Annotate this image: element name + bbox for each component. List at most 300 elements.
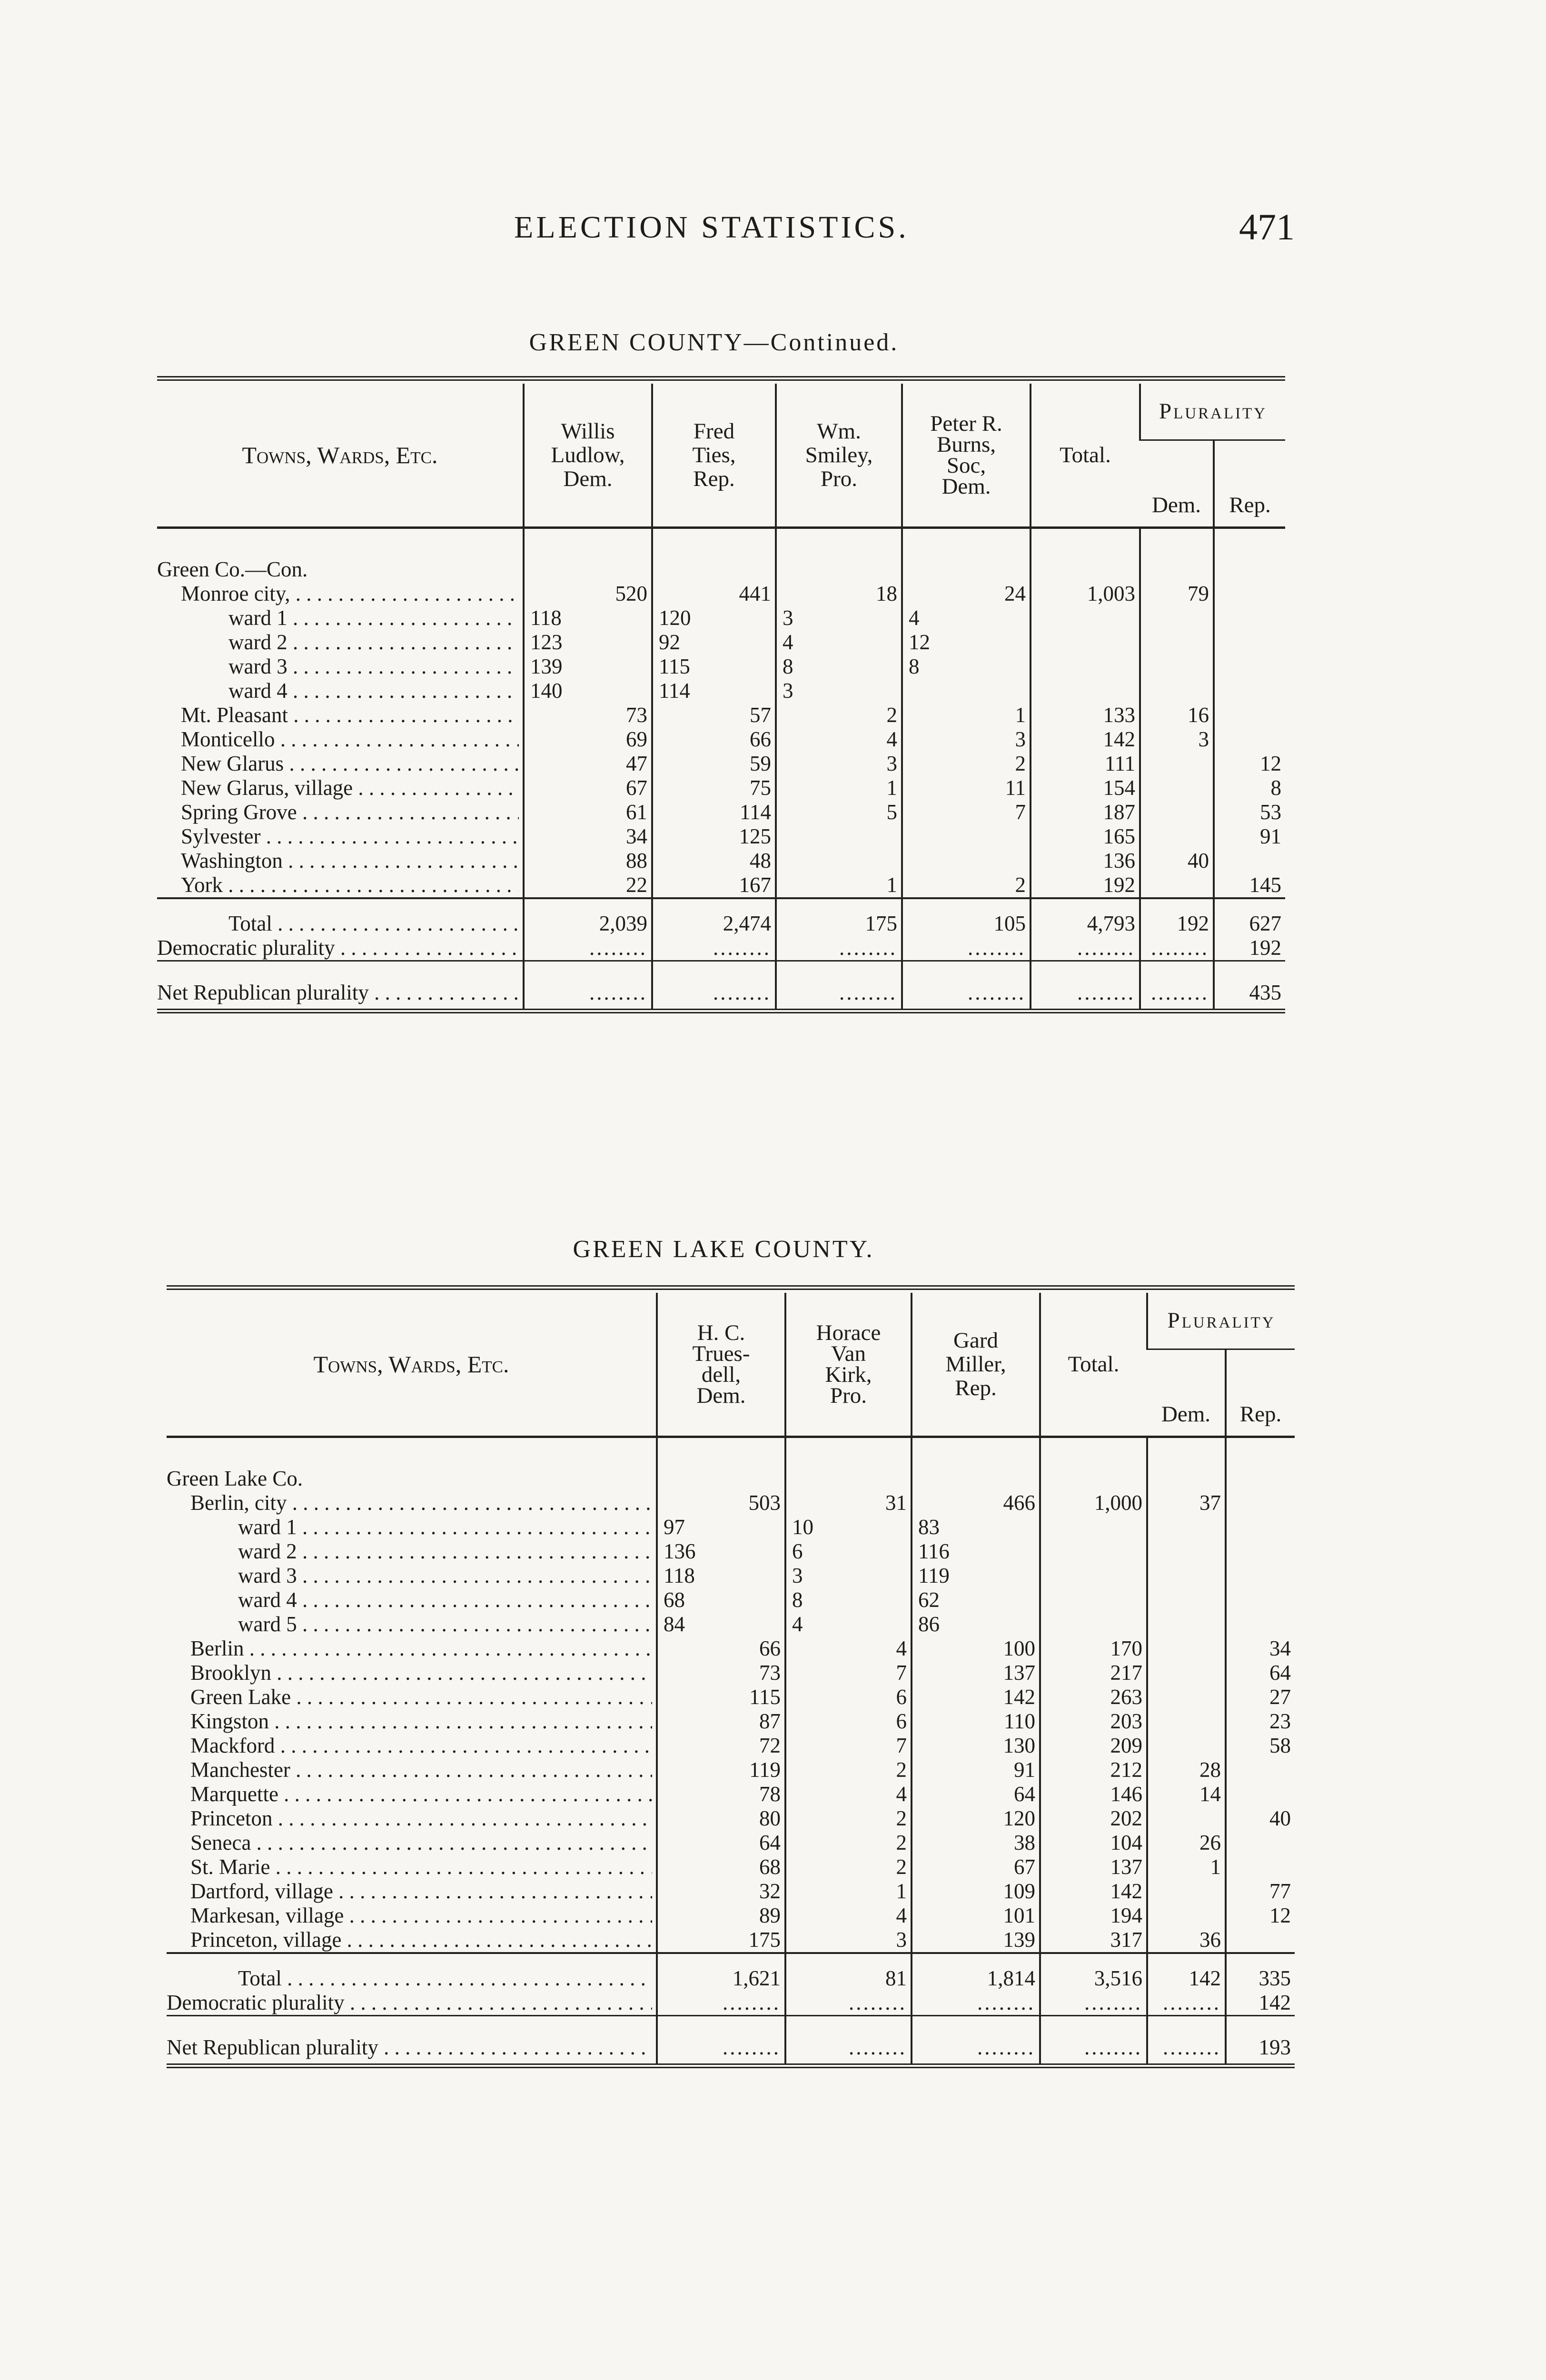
- cell-c1: 67: [524, 776, 652, 800]
- header-line: Horace: [816, 1320, 881, 1345]
- cell-c3: 5: [776, 800, 902, 824]
- total-rep: 627: [1214, 898, 1285, 936]
- header-line: Ludlow,: [551, 443, 625, 467]
- cell-c1: 119: [657, 1758, 785, 1782]
- net-plur-dem: [1140, 961, 1214, 1012]
- cell-total: 136: [1031, 849, 1140, 873]
- table-row: [167, 1928, 1295, 1953]
- row-label-text: Princeton: [190, 1806, 273, 1830]
- cell-dem: 14: [1147, 1782, 1226, 1806]
- net-plur-total: [1031, 961, 1140, 1012]
- cell-rep: 53: [1214, 800, 1285, 824]
- table-row: [167, 1491, 1295, 1515]
- dem-header: Dem.: [1161, 1402, 1211, 1427]
- table-row: [157, 727, 1285, 752]
- cell-rep: [1214, 582, 1285, 606]
- dem-plur-c1: [524, 936, 652, 961]
- net-plur-rep: 193: [1226, 2016, 1295, 2066]
- row-label-text: Monticello: [181, 727, 275, 751]
- header-line: Burns,: [936, 432, 996, 457]
- cell-c1: 89: [657, 1904, 785, 1928]
- row-label: [157, 849, 524, 873]
- cell-total: 203: [1040, 1709, 1147, 1734]
- cell-c3: 1: [776, 873, 902, 898]
- row-label-text: Green Lake Co.: [167, 1467, 303, 1490]
- total-rep: 335: [1226, 1953, 1295, 1991]
- cell-total: 192: [1031, 873, 1140, 898]
- dem-plur-c3: [776, 936, 902, 961]
- cell-c2: 7: [785, 1661, 912, 1685]
- row-label: [167, 1564, 657, 1588]
- total-row: [157, 898, 1285, 936]
- row-label-text: Total: [238, 1966, 282, 1990]
- row-label-text: Spring Grove: [181, 800, 297, 824]
- net-plur-c3: [776, 961, 902, 1012]
- row-label: [167, 1904, 657, 1928]
- total-total: 3,516: [1040, 1953, 1147, 1991]
- cell-dem: 40: [1140, 849, 1214, 873]
- net-plur-c4: [902, 961, 1031, 1012]
- header-line: Trues-: [692, 1341, 750, 1366]
- green-lake-county-table: [167, 1285, 1295, 2068]
- row-label: [157, 654, 524, 679]
- cell-total: [1040, 1564, 1147, 1588]
- cell-dem: [1140, 800, 1214, 824]
- cell-c1: 123: [524, 630, 652, 654]
- cell-rep: [1214, 630, 1285, 654]
- cell-c1: 66: [657, 1636, 785, 1661]
- miller-header: [912, 1293, 1040, 1436]
- cell-total: [1031, 557, 1140, 582]
- table-row: [157, 582, 1285, 606]
- dem-plur-rep: 142: [1226, 1991, 1295, 2016]
- header-line: dell,: [701, 1362, 741, 1387]
- row-label-text: Washington: [181, 849, 283, 873]
- cell-c1: 34: [524, 824, 652, 849]
- cell-c1: 47: [524, 752, 652, 776]
- row-label-text: Green Co.—Con.: [157, 557, 308, 581]
- row-label: [157, 679, 524, 703]
- table-row: [167, 1467, 1295, 1491]
- cell-total: 165: [1031, 824, 1140, 849]
- cell-c1: 118: [657, 1564, 785, 1588]
- cell-c3: 4: [776, 727, 902, 752]
- header-line: Peter R.: [930, 411, 1002, 436]
- cell-c1: [524, 557, 652, 582]
- cell-rep: [1226, 1782, 1295, 1806]
- row-label-text: Brooklyn: [190, 1661, 272, 1685]
- cell-c2: 115: [652, 654, 776, 679]
- cell-c1: 84: [657, 1612, 785, 1636]
- header-line: Ties,: [692, 443, 736, 467]
- page-header: [514, 206, 1295, 252]
- total-header: Total.: [1040, 1293, 1147, 1436]
- cell-dem: [1147, 1685, 1226, 1709]
- cell-dem: [1140, 630, 1214, 654]
- cell-c2: 167: [652, 873, 776, 898]
- green-lake-county-title: GREEN LAKE COUNTY.: [573, 1236, 874, 1263]
- spacer-cell: [1226, 1437, 1295, 1467]
- dem-plurality-row: [167, 1991, 1295, 2016]
- cell-rep: 64: [1226, 1661, 1295, 1685]
- burns-header: [902, 384, 1031, 526]
- table-row: [157, 800, 1285, 824]
- row-label-text: Monroe city,: [181, 582, 290, 605]
- cell-c2: 66: [652, 727, 776, 752]
- table-row: [167, 1539, 1295, 1564]
- row-label: [167, 1515, 657, 1539]
- cell-dem: [1140, 557, 1214, 582]
- cell-c2: 7: [785, 1734, 912, 1758]
- cell-total: [1040, 1612, 1147, 1636]
- cell-rep: [1226, 1467, 1295, 1491]
- cell-dem: [1147, 1636, 1226, 1661]
- net-plur-dem: [1147, 2016, 1226, 2066]
- table-row: [167, 1612, 1295, 1636]
- cell-dem: [1147, 1661, 1226, 1685]
- row-label-text: ward 2: [238, 1539, 297, 1563]
- table-row: [157, 703, 1285, 727]
- cell-c3: 67: [912, 1855, 1040, 1879]
- cell-c3: 3: [776, 606, 902, 630]
- cell-dem: [1147, 1879, 1226, 1904]
- cell-c4: 2: [902, 752, 1031, 776]
- cell-total: 194: [1040, 1904, 1147, 1928]
- cell-total: 212: [1040, 1758, 1147, 1782]
- net-plur-c1: [524, 961, 652, 1012]
- cell-dem: 1: [1147, 1855, 1226, 1879]
- row-label-text: ward 2: [228, 630, 287, 654]
- cell-rep: [1226, 1588, 1295, 1612]
- row-label: [167, 1539, 657, 1564]
- cell-c2: 8: [785, 1588, 912, 1612]
- cell-c3: 8: [776, 654, 902, 679]
- cell-c3: 130: [912, 1734, 1040, 1758]
- cell-c3: 86: [912, 1612, 1040, 1636]
- cell-c3: 110: [912, 1709, 1040, 1734]
- row-label-text: Manchester: [190, 1758, 290, 1782]
- total-c1: 1,621: [657, 1953, 785, 1991]
- row-label: [157, 800, 524, 824]
- cell-rep: [1226, 1855, 1295, 1879]
- cell-rep: [1214, 703, 1285, 727]
- cell-rep: [1226, 1831, 1295, 1855]
- cell-rep: [1214, 679, 1285, 703]
- row-label: [157, 703, 524, 727]
- cell-total: 217: [1040, 1661, 1147, 1685]
- cell-c3: 38: [912, 1831, 1040, 1855]
- green-county-title: GREEN COUNTY—Continued.: [529, 329, 899, 356]
- cell-total: 104: [1040, 1831, 1147, 1855]
- cell-rep: [1214, 654, 1285, 679]
- cell-total: 187: [1031, 800, 1140, 824]
- cell-rep: 91: [1214, 824, 1285, 849]
- row-label: [157, 582, 524, 606]
- cell-total: 137: [1040, 1855, 1147, 1879]
- cell-c2: 57: [652, 703, 776, 727]
- cell-dem: [1147, 1515, 1226, 1539]
- row-label-text: ward 1: [228, 606, 287, 630]
- row-label: [167, 1758, 657, 1782]
- cell-rep: [1226, 1758, 1295, 1782]
- cell-c1: 87: [657, 1709, 785, 1734]
- dem-plur-c4: [902, 936, 1031, 961]
- cell-total: 202: [1040, 1806, 1147, 1831]
- table-row: [167, 1782, 1295, 1806]
- cell-total: 317: [1040, 1928, 1147, 1953]
- table-row: [167, 1734, 1295, 1758]
- table-row: [167, 1855, 1295, 1879]
- cell-c2: 6: [785, 1539, 912, 1564]
- cell-c1: 503: [657, 1491, 785, 1515]
- header-line: Soc,: [946, 453, 986, 478]
- row-label-text: ward 5: [238, 1612, 297, 1636]
- net-plurality-row: [157, 961, 1285, 1012]
- header-line: Miller,: [945, 1352, 1006, 1377]
- cell-c2: 2: [785, 1831, 912, 1855]
- towns-header: Towns, Wards, Etc.: [313, 1351, 509, 1378]
- cell-dem: [1147, 1709, 1226, 1734]
- cell-c3: [776, 557, 902, 582]
- table-row: [167, 1636, 1295, 1661]
- cell-c4: [902, 679, 1031, 703]
- net-plur-c1: [657, 2016, 785, 2066]
- cell-c2: 92: [652, 630, 776, 654]
- cell-dem: 3: [1140, 727, 1214, 752]
- spacer-cell: [912, 1437, 1040, 1467]
- row-label: [167, 1806, 657, 1831]
- dem-header: Dem.: [1151, 493, 1201, 517]
- row-label-text: York: [181, 873, 223, 897]
- cell-dem: 37: [1147, 1491, 1226, 1515]
- cell-c2: [785, 1467, 912, 1491]
- row-label-text: New Glarus: [181, 752, 284, 775]
- cell-c1: 80: [657, 1806, 785, 1831]
- spacer-cell: [1040, 1437, 1147, 1467]
- cell-c3: 62: [912, 1588, 1040, 1612]
- dem-plur-total: [1031, 936, 1140, 961]
- cell-dem: [1140, 679, 1214, 703]
- cell-c3: 109: [912, 1879, 1040, 1904]
- cell-total: 170: [1040, 1636, 1147, 1661]
- cell-dem: 36: [1147, 1928, 1226, 1953]
- table-row: [157, 630, 1285, 654]
- net-plur-c2: [652, 961, 776, 1012]
- header-line: Dem.: [696, 1383, 746, 1408]
- cell-total: 142: [1040, 1879, 1147, 1904]
- row-label: [167, 1991, 657, 2016]
- total-c1: 2,039: [524, 898, 652, 936]
- cell-c4: 4: [902, 606, 1031, 630]
- cell-rep: [1214, 849, 1285, 873]
- spacer-cell: [776, 528, 902, 558]
- cell-total: 146: [1040, 1782, 1147, 1806]
- running-title: ELECTION STATISTICS.: [514, 210, 909, 245]
- plurality-header: Plurality: [1140, 384, 1285, 440]
- cell-total: 1,000: [1040, 1491, 1147, 1515]
- cell-c1: 88: [524, 849, 652, 873]
- cell-c3: 64: [912, 1782, 1040, 1806]
- table-row: [167, 1515, 1295, 1539]
- row-label: [157, 630, 524, 654]
- cell-c1: 69: [524, 727, 652, 752]
- cell-c1: 97: [657, 1515, 785, 1539]
- cell-c2: [652, 557, 776, 582]
- row-label-text: Mt. Pleasant: [181, 703, 288, 727]
- row-label-text: Kingston: [190, 1709, 269, 1733]
- row-label-text: Princeton, village: [190, 1928, 342, 1952]
- dem-plur-dem: [1140, 936, 1214, 961]
- row-label: [157, 606, 524, 630]
- cell-c4: 8: [902, 654, 1031, 679]
- row-label: [167, 1709, 657, 1734]
- cell-total: 133: [1031, 703, 1140, 727]
- cell-total: [1031, 654, 1140, 679]
- cell-dem: [1140, 873, 1214, 898]
- cell-c4: 3: [902, 727, 1031, 752]
- spacer-cell: [157, 528, 524, 558]
- cell-c4: 1: [902, 703, 1031, 727]
- row-label-text: Net Republican plurality: [167, 2035, 378, 2059]
- row-label: [167, 1734, 657, 1758]
- table-row: [167, 1758, 1295, 1782]
- cell-dem: 79: [1140, 582, 1214, 606]
- row-label: [167, 1782, 657, 1806]
- cell-c1: 61: [524, 800, 652, 824]
- cell-c1: [657, 1467, 785, 1491]
- spacer-cell: [524, 528, 652, 558]
- cell-c2: 4: [785, 1782, 912, 1806]
- row-label: [157, 873, 524, 898]
- cell-rep: 58: [1226, 1734, 1295, 1758]
- cell-rep: [1226, 1564, 1295, 1588]
- header-line: Dem.: [563, 466, 613, 491]
- row-label: [157, 824, 524, 849]
- rep-header: Rep.: [1226, 1349, 1295, 1436]
- cell-c3: 3: [776, 679, 902, 703]
- total-c2: 2,474: [652, 898, 776, 936]
- header-line: Gard: [953, 1328, 998, 1353]
- table-row: [167, 1879, 1295, 1904]
- row-label-text: Marquette: [190, 1782, 278, 1806]
- cell-rep: 77: [1226, 1879, 1295, 1904]
- table-row: [157, 776, 1285, 800]
- cell-total: [1040, 1515, 1147, 1539]
- row-label: [157, 727, 524, 752]
- row-label-text: Mackford: [190, 1734, 275, 1757]
- row-label: [167, 1928, 657, 1953]
- cell-c3: [912, 1467, 1040, 1491]
- row-label: [167, 1685, 657, 1709]
- cell-c4: [902, 557, 1031, 582]
- spacer-cell: [1147, 1437, 1226, 1467]
- cell-c2: 31: [785, 1491, 912, 1515]
- towns-header: Towns, Wards, Etc.: [242, 442, 438, 468]
- header-line: Pro.: [830, 1383, 867, 1408]
- table-row: [157, 849, 1285, 873]
- spacer-cell: [902, 528, 1031, 558]
- cell-c3: 3: [776, 752, 902, 776]
- total-c2: 81: [785, 1953, 912, 1991]
- cell-c1: 139: [524, 654, 652, 679]
- row-label-text: Green Lake: [190, 1685, 291, 1709]
- cell-c4: [902, 824, 1031, 849]
- header-line: Willis: [561, 419, 615, 444]
- cell-c3: 137: [912, 1661, 1040, 1685]
- cell-c4: 7: [902, 800, 1031, 824]
- cell-total: [1040, 1467, 1147, 1491]
- table-row: [157, 557, 1285, 582]
- cell-dem: [1140, 654, 1214, 679]
- cell-dem: [1147, 1806, 1226, 1831]
- truesdell-header: [657, 1293, 785, 1436]
- cell-c3: 1: [776, 776, 902, 800]
- total-dem: 142: [1147, 1953, 1226, 1991]
- cell-dem: [1147, 1588, 1226, 1612]
- row-label-text: St. Marie: [190, 1855, 270, 1879]
- cell-c2: 75: [652, 776, 776, 800]
- spacer-cell: [1214, 528, 1285, 558]
- cell-c1: 68: [657, 1855, 785, 1879]
- cell-dem: [1147, 1564, 1226, 1588]
- row-label: [167, 1588, 657, 1612]
- cell-c3: 119: [912, 1564, 1040, 1588]
- cell-total: [1031, 679, 1140, 703]
- row-label-text: ward 3: [228, 654, 287, 678]
- cell-c1: 73: [657, 1661, 785, 1685]
- cell-dem: [1147, 1467, 1226, 1491]
- spacer-cell: [1140, 528, 1214, 558]
- cell-rep: 8: [1214, 776, 1285, 800]
- row-label: [167, 1636, 657, 1661]
- cell-c2: 3: [785, 1928, 912, 1953]
- cell-rep: 145: [1214, 873, 1285, 898]
- cell-c2: 10: [785, 1515, 912, 1539]
- cell-c2: 1: [785, 1879, 912, 1904]
- table-row: [167, 1685, 1295, 1709]
- spacer-cell: [785, 1437, 912, 1467]
- cell-c3: 91: [912, 1758, 1040, 1782]
- row-label: [157, 898, 524, 936]
- row-label-text: Democratic plurality: [157, 936, 335, 960]
- cell-dem: [1147, 1612, 1226, 1636]
- cell-dem: [1140, 776, 1214, 800]
- cell-c3: 142: [912, 1685, 1040, 1709]
- table-row: [157, 752, 1285, 776]
- total-c3: 1,814: [912, 1953, 1040, 1991]
- cell-c2: 2: [785, 1855, 912, 1879]
- cell-c1: 22: [524, 873, 652, 898]
- header-line: Fred: [693, 419, 735, 444]
- cell-total: [1040, 1588, 1147, 1612]
- cell-c2: 48: [652, 849, 776, 873]
- row-label: [167, 1953, 657, 1991]
- cell-c2: 114: [652, 679, 776, 703]
- net-plur-c3: [912, 2016, 1040, 2066]
- row-label-text: ward 4: [238, 1588, 297, 1612]
- row-label: [167, 1855, 657, 1879]
- cell-c4: 24: [902, 582, 1031, 606]
- cell-total: [1031, 630, 1140, 654]
- dem-plur-total: [1040, 1991, 1147, 2016]
- ties-header: [652, 384, 776, 526]
- cell-dem: [1140, 606, 1214, 630]
- table-row: [157, 654, 1285, 679]
- spacer-cell: [1031, 528, 1140, 558]
- cell-total: 209: [1040, 1734, 1147, 1758]
- row-label-text: Sylvester: [181, 824, 261, 848]
- cell-c1: 520: [524, 582, 652, 606]
